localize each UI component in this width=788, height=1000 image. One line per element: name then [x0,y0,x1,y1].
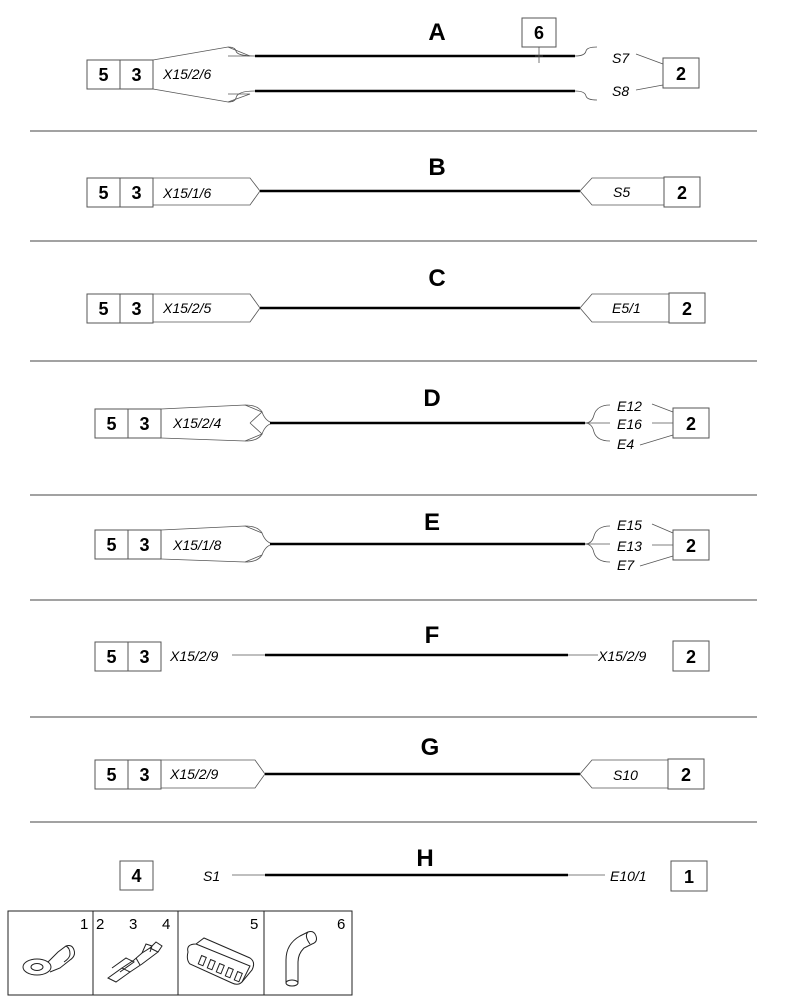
harness-section-d [95,385,709,452]
harness-section-h [120,845,707,891]
part-number: 3 [139,535,150,555]
harness-section-b [87,154,700,207]
part-number: 1 [683,867,695,887]
left-terminal-label: X15/2/4 [173,415,222,431]
legend-number: 2 [96,916,105,933]
section-letter: B [428,154,446,181]
part-number: 3 [131,299,142,319]
part-number: 5 [106,535,117,555]
harness-section-e [95,509,709,573]
right-terminal-label: E16 [617,416,642,432]
harness-section-c [87,265,705,323]
legend-number: 3 [129,916,138,933]
part-number: 5 [98,65,109,85]
part-number: 5 [106,647,117,667]
left-terminal-label: X15/2/6 [163,66,212,82]
left-terminal-label: X15/2/9 [170,766,219,782]
left-terminal-label: S1 [203,868,221,884]
right-terminal-label: E13 [617,538,642,554]
section-letter: C [428,265,446,292]
left-terminal-label: X15/1/8 [173,537,222,553]
right-terminal-label: E7 [617,557,635,573]
part-number: 5 [98,183,109,203]
legend-number: 5 [250,916,259,933]
right-terminal-label: E10/1 [610,868,647,884]
section-letter: H [416,845,434,872]
callout-number: 6 [533,23,545,43]
part-number: 5 [98,299,109,319]
right-terminal-label: S5 [613,184,631,200]
section-letter: F [424,622,440,649]
part-number: 3 [139,647,150,667]
part-number: 5 [106,414,117,434]
right-terminal-label: S10 [613,767,638,783]
legend-number: 6 [337,916,346,933]
harness-section-f [95,622,709,671]
part-number: 2 [685,647,697,667]
section-letter: G [420,734,440,761]
part-number: 3 [131,65,142,85]
right-terminal-label: E5/1 [612,300,641,316]
harness-section-g [95,734,704,789]
left-terminal-label: X15/1/6 [163,185,212,201]
right-terminal-label: E15 [617,517,642,533]
right-terminal-label: X15/2/9 [598,648,647,664]
left-terminal-label: X15/2/9 [170,648,219,664]
right-terminal-label: S7 [612,50,630,66]
section-letter: E [423,509,441,536]
right-terminal-label: S8 [612,83,630,99]
section-letter: D [423,385,441,412]
part-number: 5 [106,765,117,785]
part-number: 2 [675,64,687,84]
left-terminal-label: X15/2/5 [163,300,212,316]
part-number: 4 [131,866,142,886]
right-terminal-label: E12 [617,398,642,414]
part-number: 3 [131,183,142,203]
harness-section-a [87,18,699,102]
part-number: 3 [139,414,150,434]
right-terminal-label: E4 [617,436,635,452]
part-number: 2 [685,536,697,556]
part-number: 2 [681,299,693,319]
section-letter: A [428,19,446,46]
legend-number: 4 [162,916,171,933]
legend-number: 1 [80,916,89,933]
part-number: 2 [676,183,688,203]
part-number: 2 [685,414,697,434]
part-number: 3 [139,765,150,785]
part-number: 2 [680,765,692,785]
parts-legend [8,911,352,995]
